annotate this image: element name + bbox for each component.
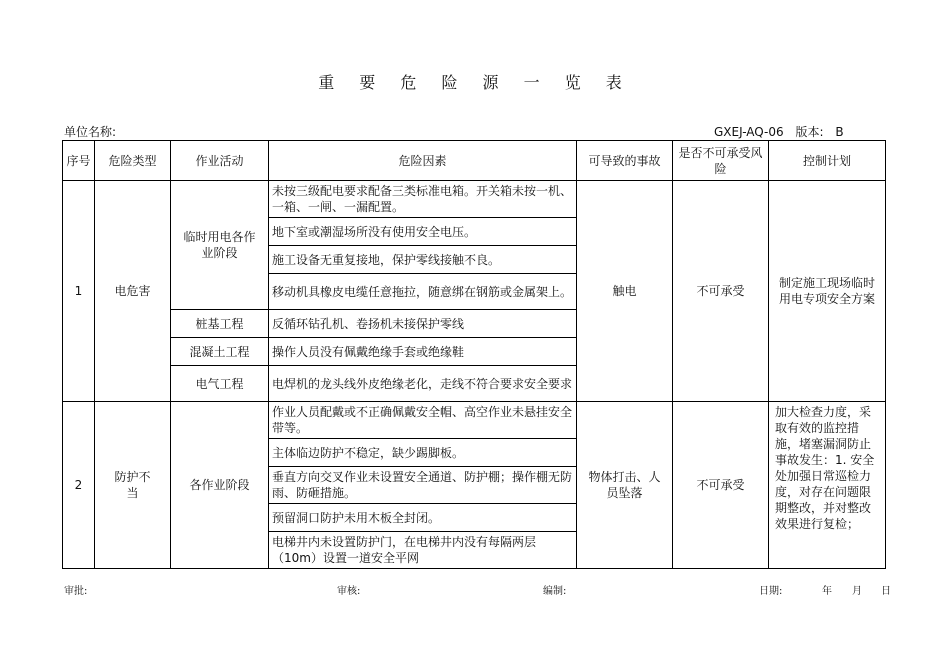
group1-activity-a: 临时用电各作业阶段	[171, 181, 269, 310]
footer-review: 审核:	[337, 586, 361, 597]
group1-factor-2: 地下室或潮湿场所没有使用安全电压。	[269, 218, 577, 246]
version-value: B	[835, 125, 844, 139]
group1-accident: 触电	[577, 181, 673, 402]
group1-factor-6: 操作人员没有佩戴绝缘手套或绝缘鞋	[269, 338, 577, 366]
version-label: 版本:	[795, 125, 824, 139]
unit-name-label: 单位名称:	[64, 125, 117, 139]
group2-risk: 不可承受	[673, 402, 769, 569]
header-plan: 控制计划	[769, 141, 886, 181]
group2-plan: 加大检查力度，采取有效的监控措施，堵塞漏洞防止事故发生：1. 安全处加强日常巡检力度，对存在问题限期整改，并对整改效果进行复检；	[769, 402, 886, 569]
footer-compile: 编制:	[543, 586, 567, 597]
group2-factor-1: 作业人员配戴或不正确佩戴安全帽、高空作业未悬挂安全带等。	[269, 402, 577, 439]
group1-seq: 1	[63, 181, 95, 402]
group2-seq: 2	[63, 402, 95, 569]
group1-plan: 制定施工现场临时用电专项安全方案	[769, 181, 886, 402]
header-seq: 序号	[63, 141, 95, 181]
group1-factor-4: 移动机具橡皮电缆任意拖拉，随意绑在钢筋或金属架上。	[269, 274, 577, 310]
document-code: GXEJ-AQ-06	[714, 125, 784, 139]
table-row	[63, 402, 886, 439]
document-title: 重 要 危 险 源 一 览 表	[318, 73, 632, 92]
group1-factor-1: 未按三级配电要求配备三类标准电箱。开关箱未按一机、一箱、一闸、一漏配置。	[269, 181, 577, 218]
header-type: 危险类型	[95, 141, 171, 181]
group1-activity-c: 混凝土工程	[171, 338, 269, 366]
group2-activity: 各作业阶段	[171, 402, 269, 569]
hazard-table	[62, 140, 886, 569]
group1-factor-7: 电焊机的龙头线外皮绝缘老化，走线不符合要求安全要求	[269, 366, 577, 402]
group1-factor-3: 施工设备无重复接地，保护零线接触不良。	[269, 246, 577, 274]
table-row	[63, 181, 886, 218]
document-code-info	[714, 123, 852, 140]
group2-factor-2: 主体临边防护不稳定，缺少踢脚板。	[269, 439, 577, 467]
group2-accident: 物体打击、人员坠落	[577, 402, 673, 569]
group2-factor-5: 电梯井内未设置防护门，在电梯井内没有每隔两层（10m）设置一道安全平网	[269, 532, 577, 569]
footer-date: 日期:	[759, 586, 783, 597]
group2-type: 防护不当	[95, 402, 171, 569]
footer-year: 年	[822, 586, 832, 597]
group1-type: 电危害	[95, 181, 171, 402]
footer-approve: 审批:	[64, 586, 88, 597]
group1-risk: 不可承受	[673, 181, 769, 402]
table-header-row	[63, 141, 886, 181]
group1-activity-b: 桩基工程	[171, 310, 269, 338]
header-activity: 作业活动	[171, 141, 269, 181]
header-factor: 危险因素	[269, 141, 577, 181]
footer-month: 月	[852, 586, 862, 597]
group2-factor-4: 预留洞口防护未用木板全封闭。	[269, 504, 577, 532]
footer-day: 日	[881, 586, 891, 597]
group2-factor-3: 垂直方向交叉作业未设置安全通道、防护棚；操作棚无防雨、防砸措施。	[269, 467, 577, 504]
group1-activity-d: 电气工程	[171, 366, 269, 402]
header-accident: 可导致的事故	[577, 141, 673, 181]
group1-factor-5: 反循环钻孔机、卷扬机未接保护零线	[269, 310, 577, 338]
header-risk: 是否不可承受风险	[673, 141, 769, 181]
